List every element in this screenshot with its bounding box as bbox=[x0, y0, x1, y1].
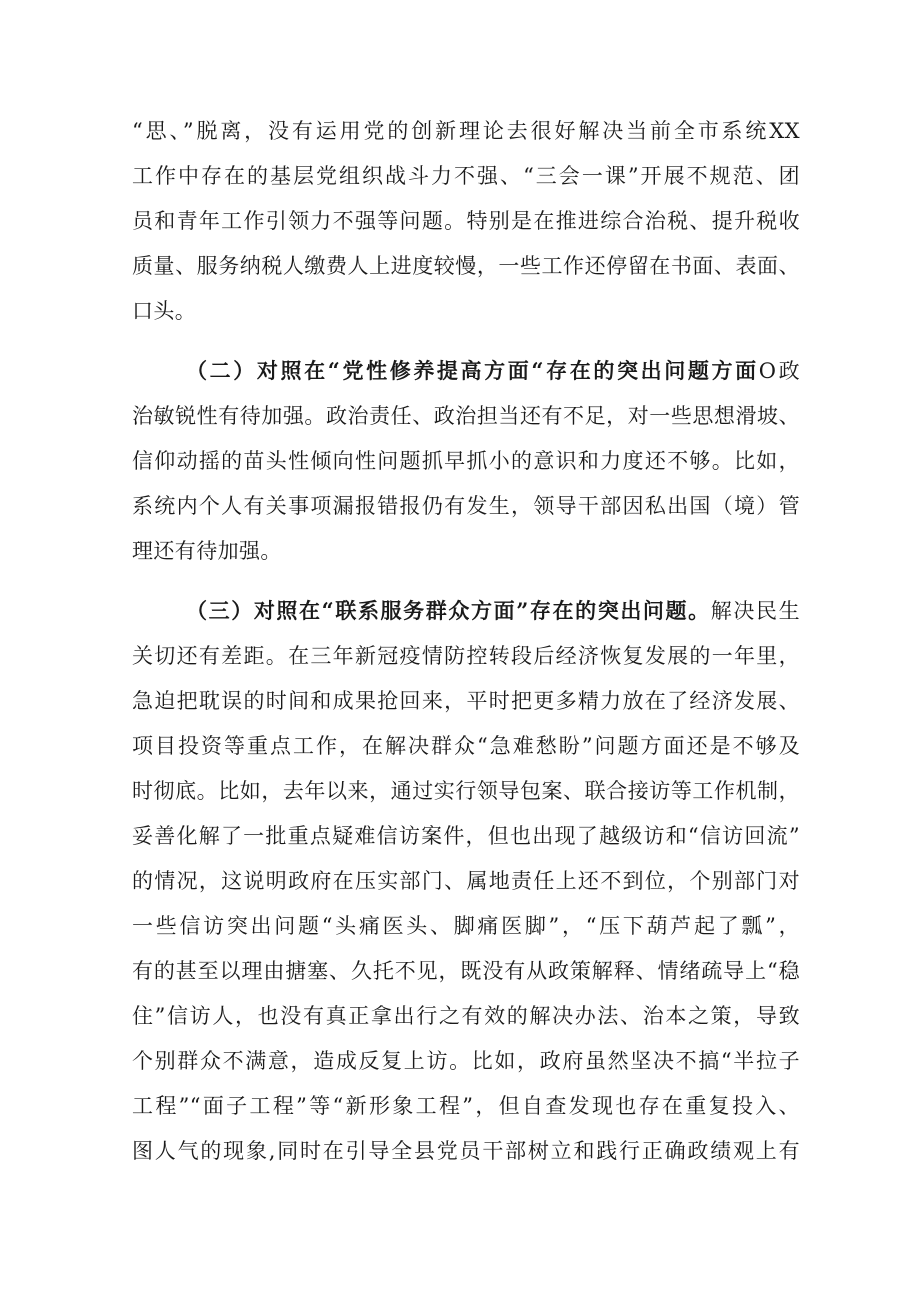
paragraph-1-line-5: 口头。 bbox=[132, 299, 197, 323]
paragraph-3-line-7: 一些信访突出问题“头痛医头、脚痛医脚”，“压下葫芦起了瓢”， bbox=[132, 914, 800, 938]
paragraph-3-line-1: 关切还有差距。在三年新冠疫情防控转段后经济恢复发展的一年里， bbox=[132, 644, 800, 668]
paragraph-3-line-6: 的情况，这说明政府在压实部门、属地责任上还不到位，个别部门对 bbox=[132, 869, 800, 893]
paragraph-3-line-9: 住”信访人，也没有真正拿出行之有效的解决办法、治本之策，导致 bbox=[132, 1004, 800, 1028]
paragraph-3-line-5: 妥善化解了一批重点疑难信访案件，但也出现了越级访和“信访回流” bbox=[132, 824, 800, 848]
paragraph-3-line-12: 图人气的现象,同时在引导全县党员干部树立和践行正确政绩观上有 bbox=[132, 1139, 800, 1163]
paragraph-3-line-10: 个别群众不满意，造成反复上访。比如，政府虽然坚决不搞“半拉子 bbox=[132, 1049, 800, 1073]
paragraph-2-line-4: 理还有待加强。 bbox=[132, 539, 282, 563]
paragraph-2-line-2: 信仰动摇的苗头性倾向性问题抓早抓小的意识和力度还不够。比如， bbox=[132, 449, 800, 473]
paragraph-3-line-4: 时彻底。比如，去年以来，通过实行领导包案、联合接访等工作机制， bbox=[132, 779, 800, 803]
paragraph-2-line-3: 系统内个人有关事项漏报错报仍有发生，领导干部因私出国（境）管 bbox=[132, 494, 800, 518]
paragraph-1-line-2: 工作中存在的基层党组织战斗力不强、“三会一课”开展不规范、团 bbox=[132, 164, 800, 188]
paragraph-3-line-8: 有的甚至以理由搪塞、久托不见，既没有从政策解释、情绪疏导上“稳 bbox=[132, 959, 800, 983]
section-2-heading: （二）对照在“党性修养提高方面“存在的突出问题方面 bbox=[186, 358, 759, 383]
paragraph-3-line-11: 工程”“面子工程”等“新形象工程”，但自查发现也存在重复投入、 bbox=[132, 1094, 800, 1118]
section-3-heading: （三）对照在“联系服务群众方面”存在的突出问题。 bbox=[186, 598, 711, 623]
section-3-heading-tail: 解决民生 bbox=[710, 599, 800, 623]
paragraph-2-line-1: 治敏锐性有待加强。政治责任、政治担当还有不足，对一些思想滑坡、 bbox=[132, 404, 800, 428]
paragraph-3-line-3: 项目投资等重点工作，在解决群众“急难愁盼”问题方面还是不够及 bbox=[132, 734, 800, 758]
paragraph-2-heading-line bbox=[186, 357, 800, 385]
paragraph-3-line-2: 急迫把耽误的时间和成果抢回来，平时把更多精力放在了经济发展、 bbox=[132, 689, 800, 713]
paragraph-1-line-4: 质量、服务纳税人缴费人上进度较慢，一些工作还停留在书面、表面、 bbox=[132, 254, 800, 278]
paragraph-1-line-1: “思、”脱离，没有运用党的创新理论去很好解决当前全市系统XX bbox=[132, 119, 800, 143]
paragraph-3-heading-line bbox=[186, 597, 800, 625]
section-2-heading-tail: O政 bbox=[758, 359, 800, 383]
paragraph-1-line-3: 员和青年工作引领力不强等问题。特别是在推进综合治税、提升税收 bbox=[132, 209, 800, 233]
